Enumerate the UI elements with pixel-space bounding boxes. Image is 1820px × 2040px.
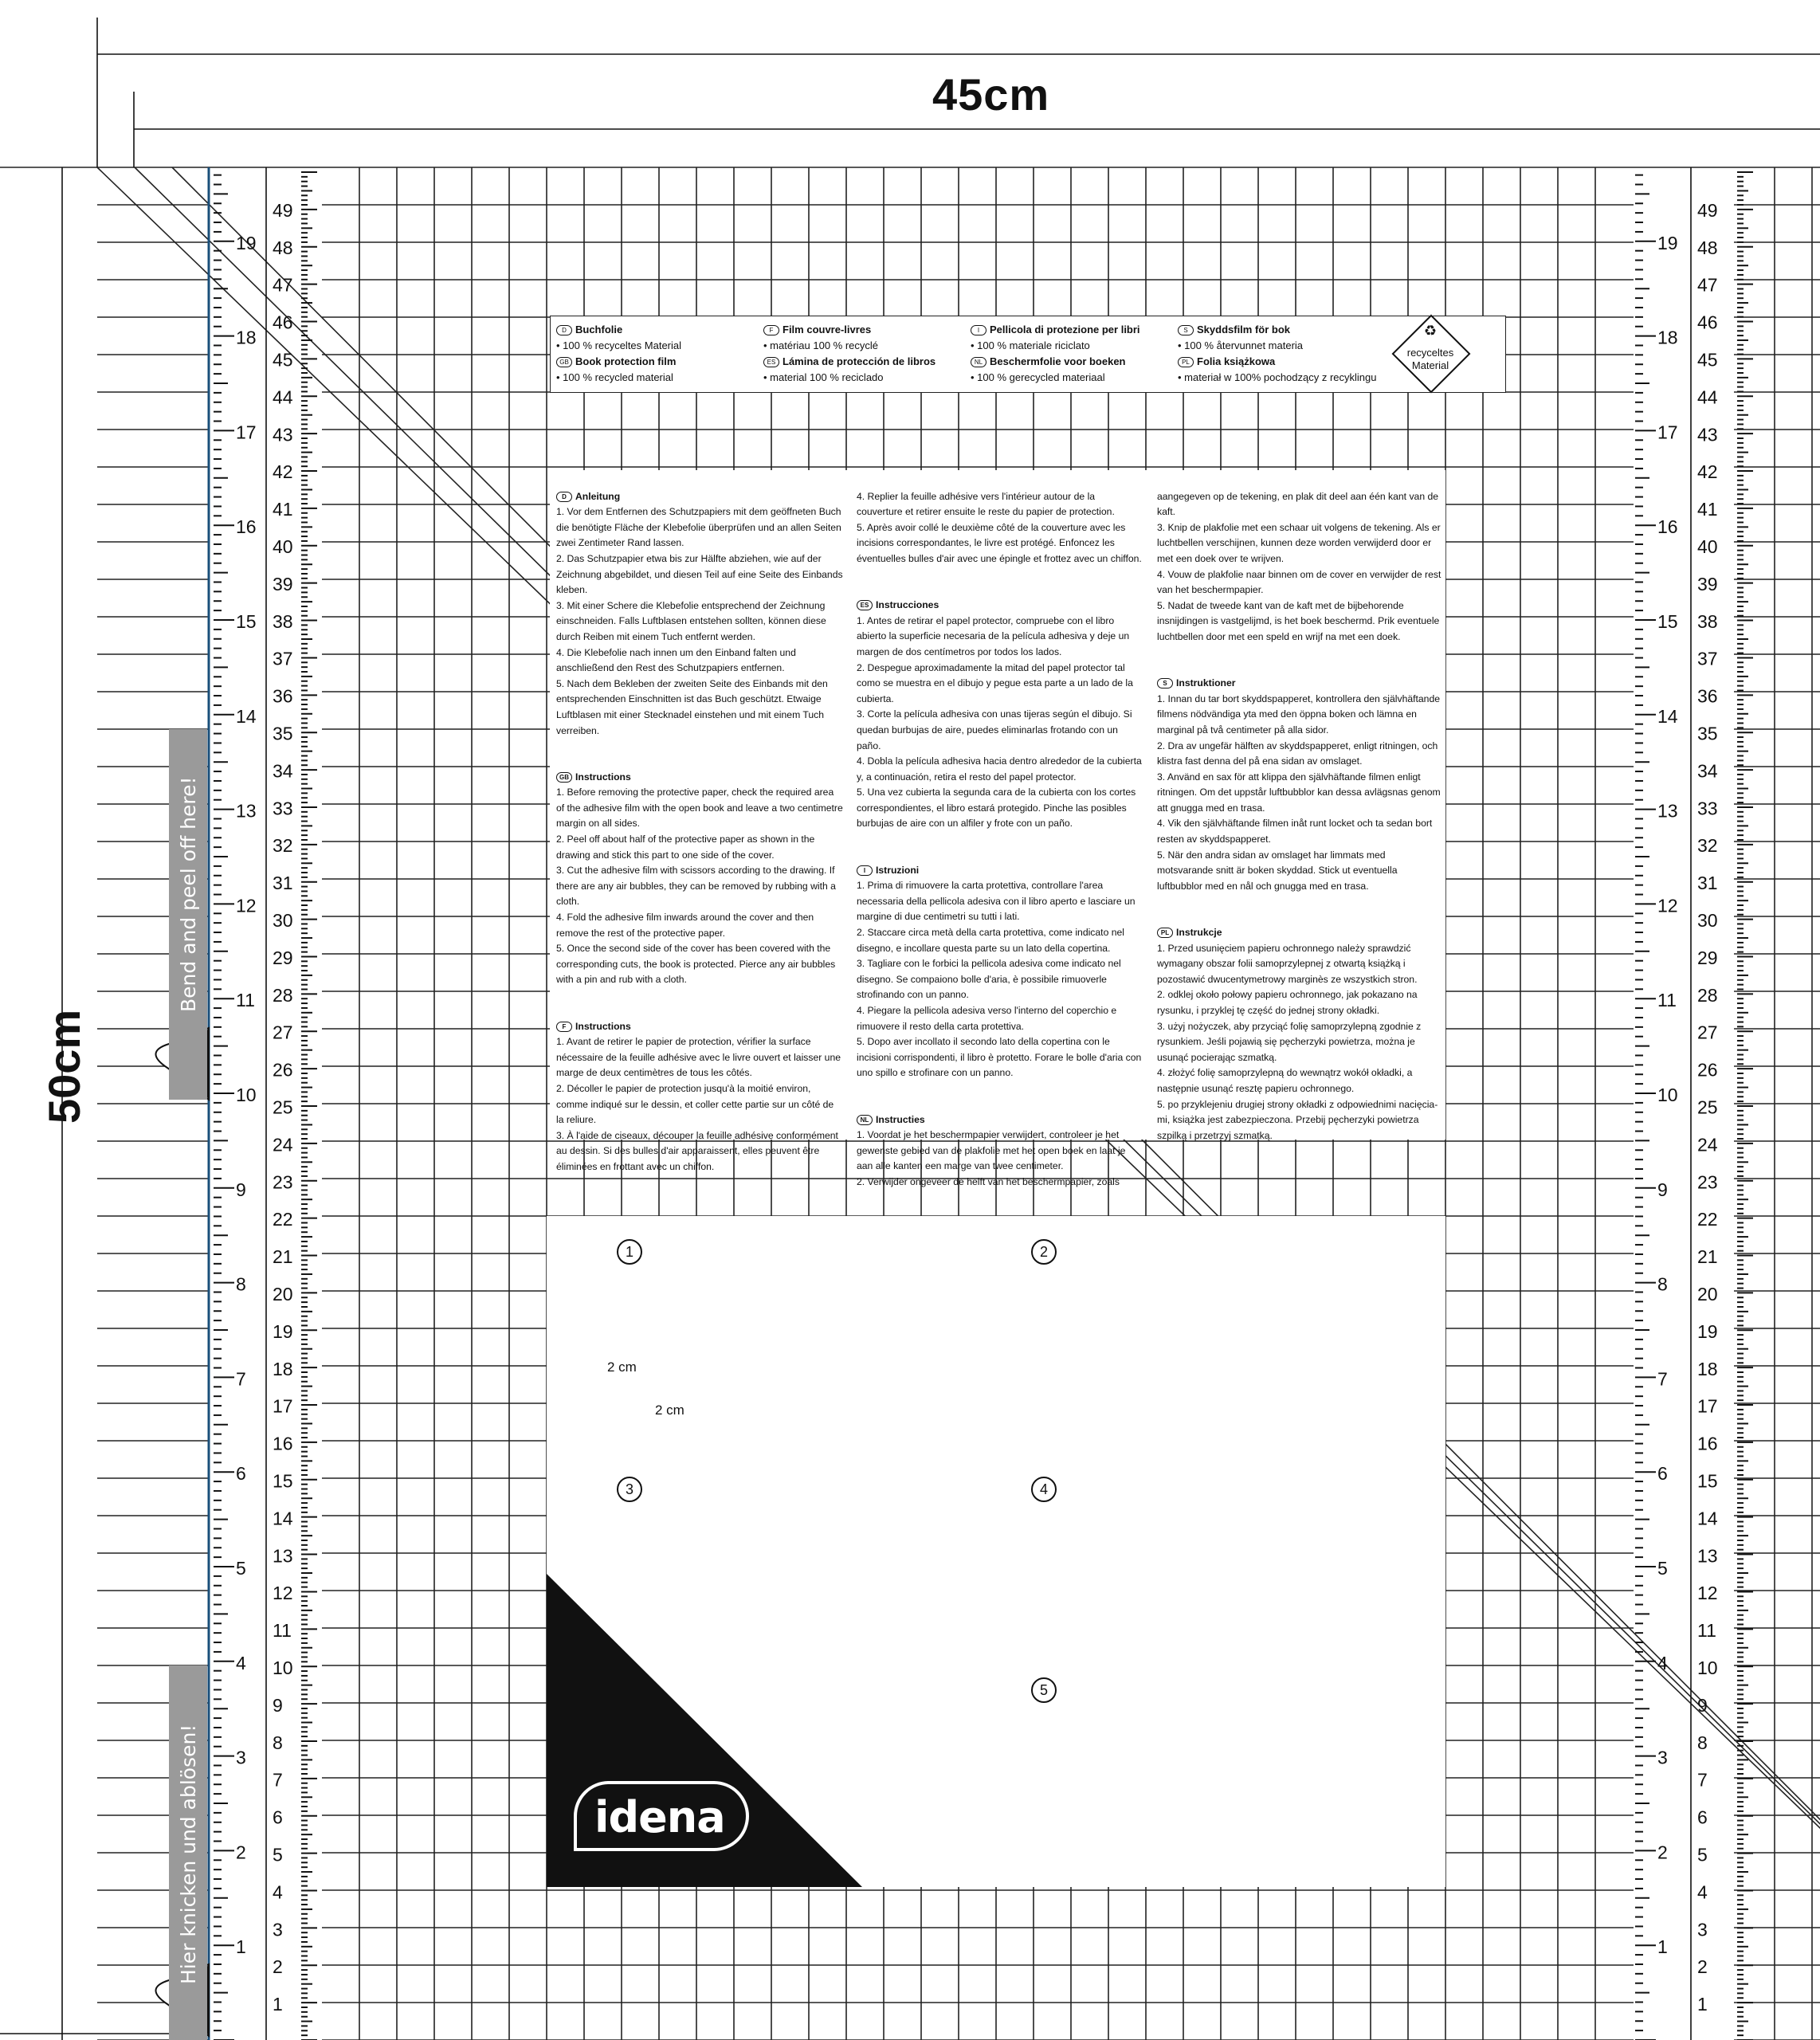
- inch-label-right: 23: [1697, 1171, 1718, 1193]
- section-title: Instructions: [575, 1020, 631, 1032]
- inch-label-left: 12: [273, 1583, 293, 1604]
- instructions-column-2: [857, 473, 1143, 1221]
- cm-label-left: 13: [236, 800, 257, 822]
- inch-label-left: 15: [273, 1470, 293, 1492]
- inch-label-right: 30: [1697, 910, 1718, 931]
- inch-label-right: 41: [1697, 499, 1718, 520]
- section-body: 1. Antes de retirar el papel protector, compruebe con el libro abierto la superficie necesaria de la película adhesiva y deje un margen de dos centímetros por todos los lados. 2. Despegue aproximadamente la mitad del papel protector tal como se muestra en el dibujo y pegue esta parte a un lado de la cubierta. 3. Corte la película adhesiva con unas tijeras según el dibujo. Si quedan burbujas de aire, puedes eliminarlas frotando con un paño. 4. Dobla la película adhesiva hacia dentro alrededor de la cubierta y, a continuación, retira el resto del papel protector. 5. Una vez cubierta la segunda cara de la cubierta con los cortes correspondientes, el libro estará protegido. Pinche las posibles burbujas de aire con un alfiler y frote con un paño.: [857, 614, 1142, 830]
- inch-label-left: 30: [273, 910, 293, 931]
- inch-label-right: 1: [1697, 1994, 1708, 2015]
- inch-label-left: 2: [273, 1956, 283, 1978]
- lang-badge: PL: [1157, 928, 1173, 938]
- section-body: 1. Vor dem Entfernen des Schutzpapiers mit dem geöffneten Buch die benötigte Fläche der Klebefolie überprüfen und an allen Seiten zwei Zentimeter Rand lassen. 2. Das Schutzpapier etwa bis zur Hälfte abziehen, wie auf der Zeichnung abgebildet, und diesen Teil auf eine Seite des Einbands kleben. 3. Mit einer Schere die Klebefolie entsprechend der Zeichnung einschneiden. Falls Luftblasen entstehen sollten, können diese durch Reiben mit einem Tuch entfernt werden. 4. Die Klebefolie nach innen um den Einband falten und anschließend den Rest des Schutzpapiers entfernen. 5. Nach dem Bekleben der zweiten Seite des Einbands mit den entsprechenden Einschnitten ist das Buch geschützt. Etwaige Luftblasen mit einer Stecknadel einstehen und mit einem Tuch verreiben.: [556, 506, 843, 736]
- inch-label-left: 11: [273, 1620, 292, 1642]
- inch-label-right: 12: [1697, 1583, 1718, 1604]
- section-body: 1. Innan du tar bort skyddspapperet, kontrollera den självhäftande filmens nödvändiga yta med den öppna boken och lämna en marginal på två centimeter på alla sidor. 2. Dra av ungefär hälften av skyddspapperet, enligt ritningen, och klistra fast denna del på ena sidan av omslaget. 3. Använd en sax för att klippa den självhäftande filmen enligt ritningen. Om det uppstår luftbubblor kan dessa avlägsnas genom att gnugga med en trasa. 4. Vik den självhäftande filmen inåt runt locket och ta sedan bort resten av skyddspapperet. 5. När den andra sidan av omslaget har limmats med motsvarande snitt är boken skyddad. Stick ut eventuella luftbubblor med en nål och gnugga med en trasa.: [1157, 692, 1441, 892]
- cm-label-left: 11: [236, 990, 255, 1011]
- cm-label-right: 13: [1657, 800, 1678, 822]
- inch-label-left: 21: [273, 1246, 293, 1268]
- inch-label-left: 22: [273, 1209, 293, 1230]
- inch-label-left: 13: [273, 1545, 293, 1567]
- inch-label-left: 6: [273, 1807, 283, 1828]
- idena-logo-text: idena: [594, 1792, 725, 1842]
- inch-label-right: 4: [1697, 1881, 1708, 1903]
- lang-badge: NL: [857, 1115, 873, 1125]
- cm-label-right: 2: [1657, 1842, 1668, 1863]
- inch-label-right: 7: [1697, 1769, 1708, 1791]
- section-title: Istruzioni: [876, 864, 920, 876]
- inch-label-right: 39: [1697, 573, 1718, 594]
- width-dimension-label: 45cm: [932, 69, 1050, 120]
- lang-badge: D: [556, 325, 572, 335]
- product-title: Film couvre-livres: [783, 324, 872, 335]
- cm-label-left: 14: [236, 705, 257, 727]
- product-column-1: [556, 322, 755, 386]
- inch-label-left: 14: [273, 1508, 293, 1529]
- cm-label-left: 9: [236, 1179, 246, 1200]
- inch-label-left: 25: [273, 1096, 293, 1118]
- inch-label-right: 25: [1697, 1096, 1718, 1118]
- peel-tab-top[interactable]: [169, 729, 207, 1100]
- product-line: • materiał w 100% pochodzący z recyklingu: [1178, 371, 1377, 383]
- inch-label-right: 28: [1697, 984, 1718, 1006]
- inch-label-left: 23: [273, 1171, 293, 1193]
- cm-label-right: 10: [1657, 1085, 1678, 1105]
- inch-label-left: 33: [273, 798, 293, 819]
- lang-badge: F: [556, 1022, 572, 1032]
- lang-badge: PL: [1178, 357, 1194, 367]
- inch-label-left: 17: [273, 1395, 293, 1417]
- inch-label-left: 49: [273, 199, 293, 221]
- product-title: Pellicola di protezione per libri: [990, 324, 1140, 335]
- product-title: Lámina de protección de libros: [783, 355, 936, 367]
- section-body: 1. Prima di rimuovere la carta protettiva, controllare l'area necessaria della pellicola adesiva con il libro aperto e lasciare un margine di due centimetri su tutti i lati. 2. Staccare circa metà della carta protettiva, come indicato nel disegno, e incollare questa parte su un lato della copertina. 3. Tagliare con le forbici la pellicola adesiva come indicato nel disegno. Se compaiono bolle d'aria, è possibile rimuoverle strofinando con un panno. 4. Piegare la pellicola adesiva verso l'interno del coperchio e rimuovere il resto della carta protettiva. 5. Dopo aver incollato il secondo lato della copertina con le incisioni corrispondenti, il libro è protetto. Forare le bolle d'aria con uno spillo e strofinare con un panno.: [857, 880, 1142, 1079]
- inch-label-left: 40: [273, 536, 293, 557]
- cm-label-left: 10: [236, 1085, 257, 1105]
- product-column-4: [1178, 322, 1393, 386]
- inch-label-left: 10: [273, 1658, 293, 1678]
- instructions-column-1: [556, 473, 843, 1206]
- inch-label-left: 35: [273, 723, 293, 744]
- cm-label-left: 8: [236, 1273, 246, 1295]
- inch-label-right: 40: [1697, 536, 1718, 557]
- cm-label-left: 12: [236, 895, 257, 916]
- inch-label-left: 43: [273, 424, 293, 445]
- lang-badge: S: [1178, 325, 1194, 335]
- inch-label-left: 9: [273, 1694, 283, 1716]
- cm-label-right: 16: [1657, 516, 1678, 538]
- cm-label-right: 4: [1657, 1652, 1668, 1673]
- inch-label-right: 46: [1697, 312, 1718, 333]
- inch-label-right: 45: [1697, 349, 1718, 371]
- inch-label-left: 34: [273, 760, 293, 782]
- inch-label-right: 19: [1697, 1320, 1718, 1342]
- inch-label-left: 20: [273, 1284, 293, 1304]
- lang-badge: I: [971, 325, 986, 335]
- inch-label-right: 10: [1697, 1658, 1718, 1678]
- product-line: • 100 % återvunnet materia: [1178, 339, 1304, 351]
- inch-label-right: 9: [1697, 1694, 1708, 1716]
- cm-label-right: 8: [1657, 1273, 1668, 1295]
- inch-label-right: 34: [1697, 760, 1718, 782]
- inch-label-left: 16: [273, 1433, 293, 1454]
- section-body: 1. Voordat je het beschermpapier verwijdert, controleer je het gewenste gebied van de plakfolie met het open boek en laat je aan alle kanten een marge van twee centimeter. 2. Verwijder ongeveer de helft van het beschermpapier, zoals: [857, 1129, 1126, 1187]
- inch-label-left: 41: [273, 499, 293, 520]
- inch-label-right: 20: [1697, 1284, 1718, 1304]
- step-number-4: 4: [1031, 1477, 1057, 1502]
- inch-label-right: 13: [1697, 1545, 1718, 1567]
- peel-tab-bottom[interactable]: [169, 1665, 207, 2040]
- product-line: • 100 % recyceltes Material: [556, 339, 682, 351]
- cm-label-right: 18: [1657, 327, 1678, 348]
- step-number-1: 1: [617, 1239, 642, 1265]
- step-number-3: 3: [617, 1477, 642, 1502]
- inch-label-left: 24: [273, 1134, 293, 1155]
- product-title: Book protection film: [575, 355, 677, 367]
- product-title: Beschermfolie voor boeken: [990, 355, 1126, 367]
- inch-label-left: 31: [273, 873, 293, 894]
- inch-label-right: 24: [1697, 1134, 1718, 1155]
- inch-label-left: 3: [273, 1919, 283, 1940]
- inch-label-right: 14: [1697, 1508, 1718, 1529]
- section-body: 1. Avant de retirer le papier de protection, vérifier la surface nécessaire de la feuille adhésive avec le livre ouvert et laisser une marge de deux centimètres de tous les côtés. 2. Décoller le papier de protection jusqu'à la moitié environ, comme indiqué sur le dessin, et coller cette partie sur un côté de la reliure. 3. À l'aide de ciseaux, découper la feuille adhésive conformément au dessin. Si des bulles d'air apparaissent, elles peuvent être éliminées en frottant avec un chiffon.: [556, 1036, 841, 1172]
- inch-label-left: 19: [273, 1320, 293, 1342]
- product-line: • matériau 100 % recyclé: [763, 339, 879, 351]
- inch-label-left: 42: [273, 461, 293, 483]
- cm-label-right: 11: [1657, 990, 1677, 1011]
- cm-label-left: 18: [236, 327, 257, 348]
- product-title: Folia książkowa: [1197, 355, 1276, 367]
- inch-label-right: 15: [1697, 1470, 1718, 1492]
- inch-label-left: 44: [273, 386, 293, 408]
- inch-label-right: 6: [1697, 1807, 1708, 1828]
- peel-label-top: Bend and peel off here!: [177, 776, 200, 1012]
- cm-label-right: 5: [1657, 1558, 1668, 1579]
- section-title: Instructions: [575, 771, 631, 783]
- cm-label-left: 19: [236, 232, 257, 253]
- inch-label-right: 29: [1697, 947, 1718, 968]
- cm-label-left: 7: [236, 1368, 246, 1390]
- inch-label-left: 4: [273, 1881, 283, 1903]
- inch-label-right: 21: [1697, 1246, 1718, 1268]
- lang-badge: F: [763, 325, 779, 335]
- section-title: Instruktioner: [1176, 677, 1236, 689]
- inch-label-left: 45: [273, 349, 293, 371]
- recycle-badge-line-1: recyceltes: [1406, 347, 1454, 359]
- inch-label-right: 16: [1697, 1433, 1718, 1454]
- peel-label-bottom: Hier knicken und ablösen!: [177, 1724, 200, 1984]
- inch-label-left: 46: [273, 312, 293, 333]
- inch-label-left: 36: [273, 685, 293, 707]
- inch-label-right: 37: [1697, 648, 1718, 669]
- recycle-badge: [1390, 313, 1470, 393]
- cm-label-right: 7: [1657, 1368, 1668, 1390]
- section-body: aangegeven op de tekening, en plak dit deel aan één kant van de kaft. 3. Knip de plakfolie met een schaar uit volgens de tekening. Als er luchtbellen verschijnen, kunnen deze worden verwijderd door er met een doek over te wrijven. 4. Vouw de plakfolie naar binnen om de cover en verwijder de rest van het beschermpapier. 5. Nadat de tweede kant van de kaft met de bijbehorende insnijdingen is vastgelijmd, is het boek beschermd. Prik eventuele luchtbellen door met een speld en wrijf na met een doek.: [1157, 490, 1441, 642]
- cm-label-left: 3: [236, 1747, 246, 1768]
- recycle-badge-line-2: Material: [1411, 359, 1449, 371]
- cm-label-right: 3: [1657, 1747, 1668, 1768]
- cm-label-left: 5: [236, 1558, 246, 1579]
- height-dimension-label: 50cm: [39, 1009, 89, 1124]
- inch-label-left: 47: [273, 274, 293, 296]
- cm-label-left: 16: [236, 516, 257, 538]
- inch-label-right: 49: [1697, 199, 1718, 221]
- cm-label-right: 1: [1657, 1936, 1668, 1958]
- inch-label-left: 39: [273, 573, 293, 594]
- step-number-2: 2: [1031, 1239, 1057, 1265]
- product-line: • 100 % recycled material: [556, 371, 673, 383]
- inch-label-right: 17: [1697, 1395, 1718, 1417]
- cm-label-right: 12: [1657, 895, 1678, 916]
- section-body: 4. Replier la feuille adhésive vers l'intérieur autour de la couverture et retirer ensuite le reste du papier de protection. 5. Après avoir collé le deuxième côté de la couverture avec les incisions correspondantes, le livre est protégé. Enfoncez les éventuelles bulles d'air avec une épingle et frottez avec un chiffon.: [857, 490, 1142, 564]
- inch-label-right: 47: [1697, 274, 1718, 296]
- cm-label-right: 15: [1657, 611, 1678, 632]
- inch-label-right: 32: [1697, 835, 1718, 857]
- section-body: 1. Przed usunięciem papieru ochronnego należy sprawdzić wymagany obszar folii samoprzylepnej z otwartą książką i pozostawić dwucentymetrowy marginès ze wszystkich stron. 2. odklej około połowy papieru ochronnego, jak pokazano na rysunku, i przyklej tę część do jednej strony okładki. 3. użyj nożyczek, aby przyciąć folię samoprzylepną zgodnie z rysunkiem. Jeśli pojawią się pęcherzyki powietrza, można je usunąć pocierając szmatką. 4. złożyć folię samoprzylepną do wewnątrz wokół okładki, a następnie usunąć resztę papieru ochronnego. 5. po przyklejeniu drugiej strony okładki z odpowiednimi nacięcia-mi, książka jest zabezpieczona. Przebij pęcherzyki powietrza szpilką i przetrzyj szmatką.: [1157, 942, 1438, 1141]
- inch-label-left: 48: [273, 237, 293, 258]
- inch-label-left: 29: [273, 947, 293, 968]
- product-column-3: [971, 322, 1170, 386]
- recycle-icon: ♻: [1423, 323, 1438, 339]
- inch-label-right: 42: [1697, 461, 1718, 483]
- cm-label-left: 17: [236, 422, 257, 443]
- inch-label-left: 1: [273, 1994, 283, 2015]
- inch-label-left: 26: [273, 1059, 293, 1081]
- product-title: Buchfolie: [575, 324, 623, 335]
- cm-label-left: 1: [236, 1936, 246, 1958]
- section-body: 1. Before removing the protective paper, check the required area of the adhesive film with the open book and leave a two centimetre margin on all sides. 2. Peel off about half of the protective paper as shown in the drawing and stick this part to one side of the cover. 3. Cut the adhesive film with scissors according to the drawing. If there are any air bubbles, they can be removed by rubbing with a cloth. 4. Fold the adhesive film inwards around the cover and then remove the rest of the protective paper. 5. Once the second side of the cover has been covered with the corresponding cuts, the book is protected. Pierce any air bubbles with a pin and rub with a cloth.: [556, 787, 843, 986]
- inch-label-right: 35: [1697, 723, 1718, 744]
- inch-label-left: 27: [273, 1022, 293, 1043]
- inch-label-right: 3: [1697, 1919, 1708, 1940]
- cm-label-left: 2: [236, 1842, 246, 1863]
- lang-badge: D: [556, 492, 572, 502]
- inch-label-right: 26: [1697, 1059, 1718, 1081]
- inch-label-left: 32: [273, 835, 293, 857]
- cm-label-right: 19: [1657, 232, 1678, 253]
- lang-badge: I: [857, 865, 873, 876]
- inch-label-left: 28: [273, 984, 293, 1006]
- lang-badge: ES: [857, 600, 873, 610]
- cm-label-right: 14: [1657, 705, 1678, 727]
- inch-label-right: 33: [1697, 798, 1718, 819]
- section-title: Instrucciones: [876, 599, 939, 611]
- cm-label-left: 15: [236, 611, 257, 632]
- lang-badge: GB: [556, 772, 572, 783]
- lang-badge: GB: [556, 357, 572, 367]
- product-column-2: [763, 322, 963, 386]
- lang-badge: ES: [763, 357, 779, 367]
- inch-label-right: 36: [1697, 685, 1718, 707]
- instructions-column-3: [1157, 473, 1444, 1175]
- inch-label-right: 22: [1697, 1209, 1718, 1230]
- inch-label-left: 18: [273, 1358, 293, 1379]
- inch-label-right: 11: [1697, 1620, 1716, 1642]
- inch-label-right: 27: [1697, 1022, 1718, 1043]
- product-line: • 100 % materiale riciclato: [971, 339, 1090, 351]
- cm-label-right: 6: [1657, 1463, 1668, 1485]
- section-title: Instructies: [876, 1113, 925, 1125]
- inch-label-right: 31: [1697, 873, 1718, 894]
- lang-badge: NL: [971, 357, 986, 367]
- inch-label-right: 38: [1697, 610, 1718, 632]
- inch-label-left: 5: [273, 1844, 283, 1865]
- inch-label-left: 8: [273, 1732, 283, 1753]
- inch-label-right: 44: [1697, 386, 1718, 408]
- margin-label-bottom: 2 cm: [655, 1402, 684, 1418]
- inch-label-right: 5: [1697, 1844, 1708, 1865]
- section-title: Anleitung: [575, 490, 621, 502]
- idena-logo: [574, 1781, 749, 1851]
- inch-label-left: 38: [273, 610, 293, 632]
- margin-label-side: 2 cm: [607, 1359, 637, 1375]
- product-line: • material 100 % reciclado: [763, 371, 884, 383]
- inch-label-right: 2: [1697, 1956, 1708, 1978]
- lang-badge: S: [1157, 678, 1173, 688]
- cm-label-left: 4: [236, 1652, 246, 1673]
- inch-label-right: 8: [1697, 1732, 1708, 1753]
- inch-label-right: 18: [1697, 1358, 1718, 1379]
- cm-label-left: 6: [236, 1463, 246, 1485]
- product-title: Skyddsfilm för bok: [1197, 324, 1291, 335]
- inch-label-left: 37: [273, 648, 293, 669]
- inch-label-right: 43: [1697, 424, 1718, 445]
- inch-label-left: 7: [273, 1769, 283, 1791]
- section-title: Instrukcje: [1176, 927, 1222, 939]
- step-number-5: 5: [1031, 1677, 1057, 1703]
- cm-label-right: 9: [1657, 1179, 1668, 1200]
- cm-label-right: 17: [1657, 422, 1678, 443]
- product-line: • 100 % gerecycled materiaal: [971, 371, 1105, 383]
- inch-label-right: 48: [1697, 237, 1718, 258]
